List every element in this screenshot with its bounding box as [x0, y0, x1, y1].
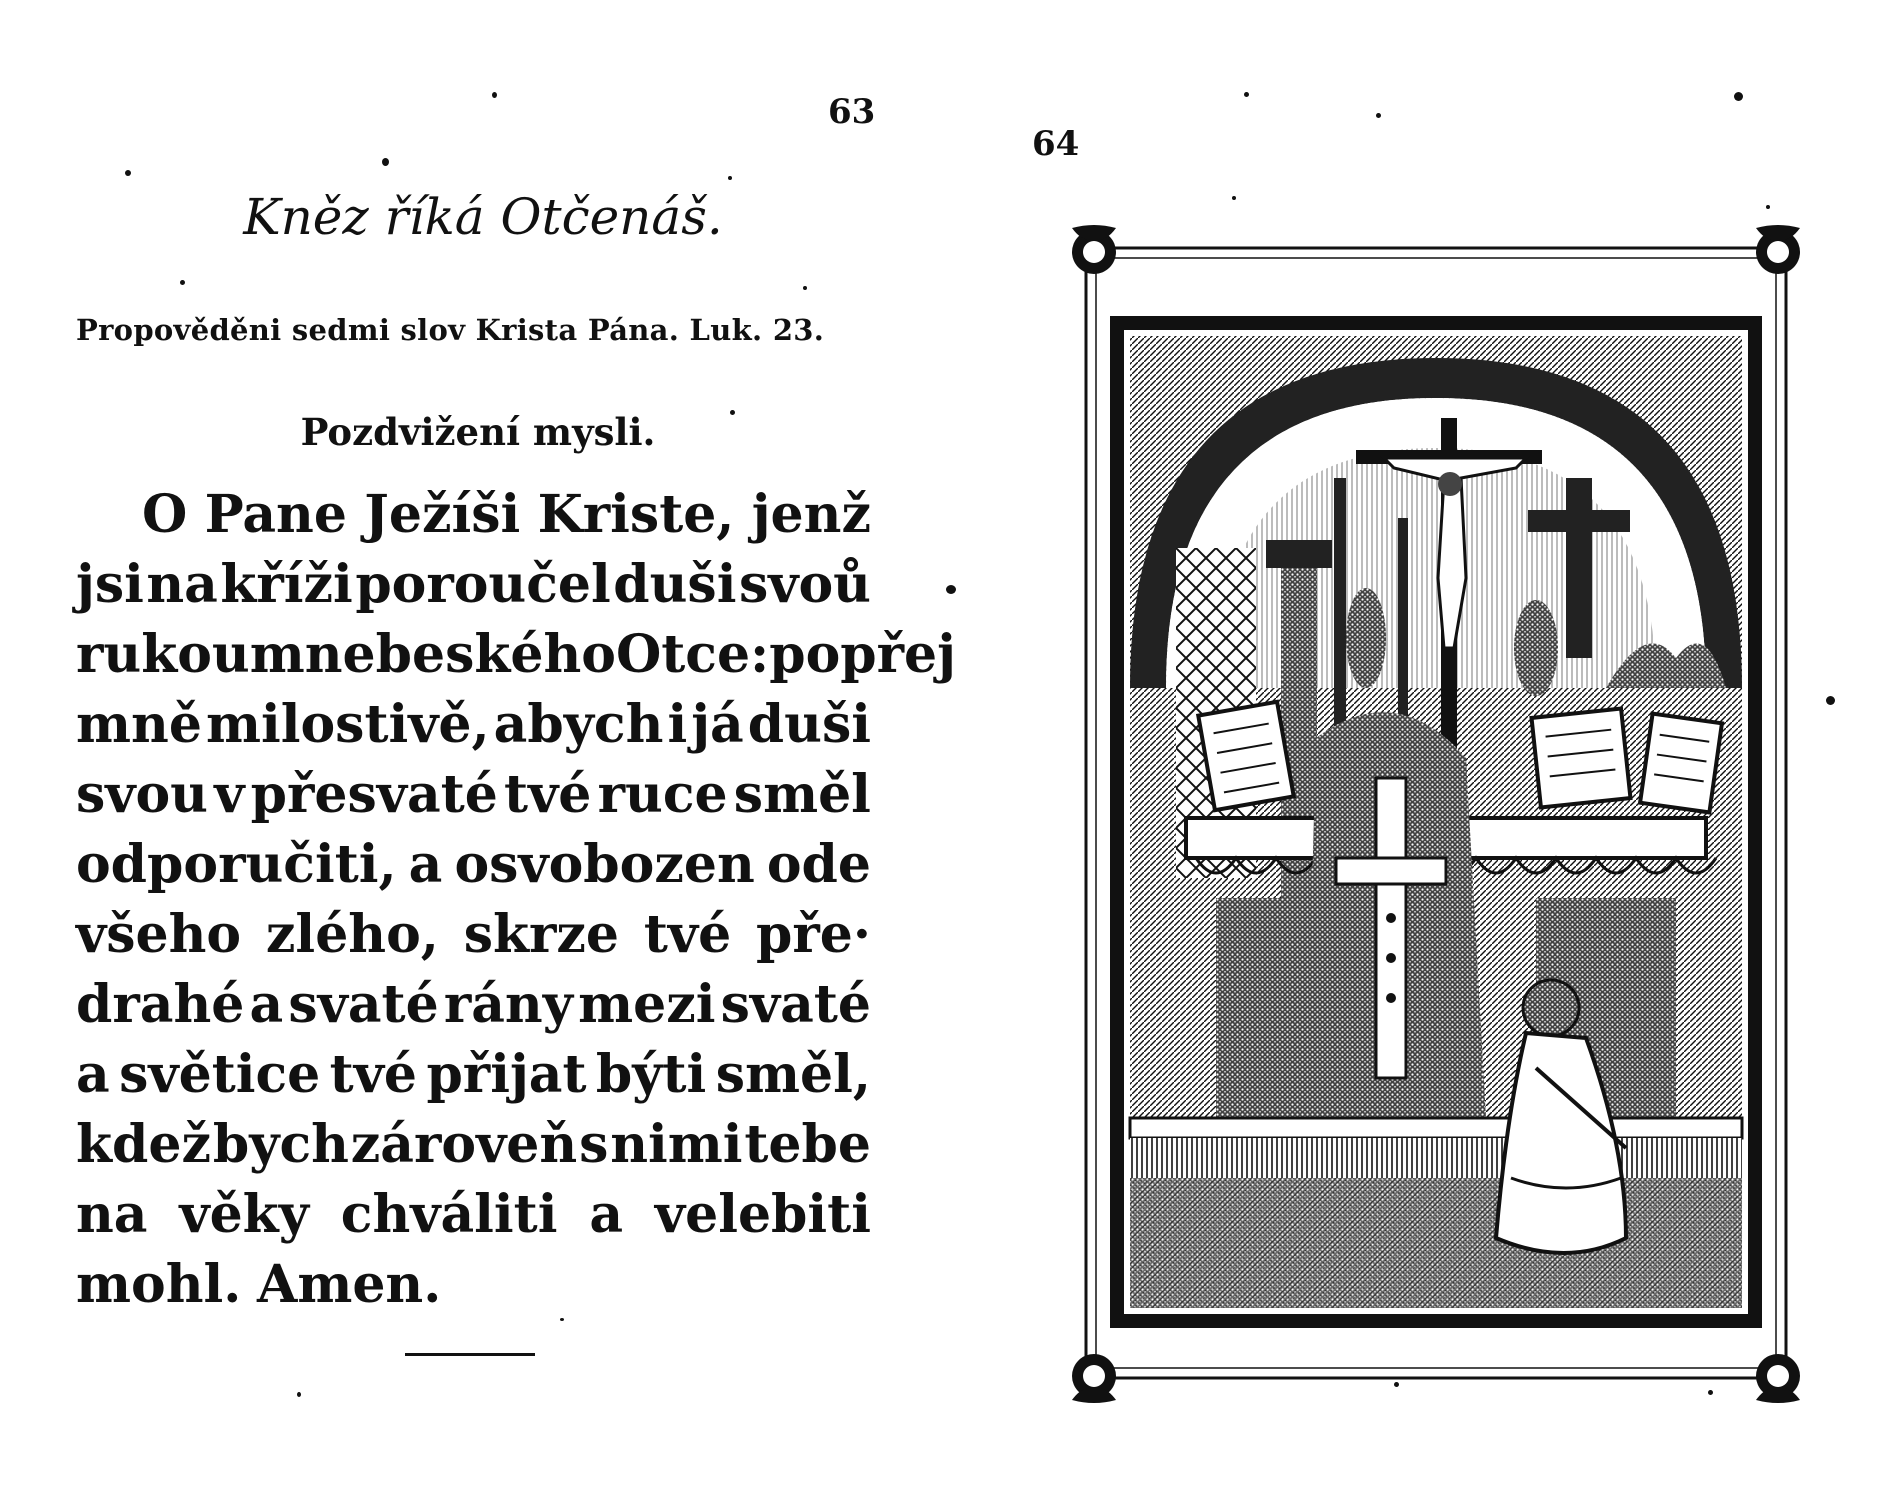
print-speck	[1734, 92, 1743, 101]
prayer-word: rány	[443, 974, 573, 1035]
prayer-word: v	[214, 764, 245, 825]
prayer-word: mezi	[578, 974, 716, 1035]
prayer-line	[76, 480, 871, 550]
print-speck	[1232, 196, 1236, 200]
prayer-word: tvé	[504, 764, 592, 825]
prayer-word: směl	[733, 764, 871, 825]
page-number: 64	[1032, 124, 1080, 164]
corner-ornament-top-right	[1756, 225, 1800, 274]
print-speck	[382, 158, 389, 166]
prayer-word: Ježíši	[364, 484, 521, 545]
prayer-word: zároveň	[350, 1114, 578, 1175]
prayer-word: a	[589, 1184, 624, 1245]
prayer-word: býti	[595, 1044, 707, 1105]
prayer-word: mohl.	[76, 1254, 242, 1315]
prayer-word: O	[142, 484, 188, 545]
subheading: Propověděni sedmi slov Krista Pána. Luk. 23.	[76, 313, 825, 347]
prayer-word: osvobozen	[454, 834, 755, 895]
prayer-word: i	[667, 694, 688, 755]
print-speck	[1766, 205, 1770, 209]
prayer-word: a	[249, 974, 284, 1035]
print-speck	[728, 176, 732, 180]
prayer-word: ruce	[597, 764, 728, 825]
prayer-word: svaté	[288, 974, 439, 1035]
print-speck	[125, 170, 131, 176]
prayer-word: na	[146, 554, 218, 615]
altar-book-right	[1640, 714, 1722, 813]
prayer-text	[76, 480, 956, 1320]
altar-book-left	[1198, 702, 1293, 810]
prayer-word: milostivě,	[205, 694, 490, 755]
prayer-word: pře·	[756, 904, 871, 965]
prayer-word: abych	[493, 694, 664, 755]
prayer-line	[76, 1110, 871, 1180]
prayer-line	[76, 1040, 871, 1110]
print-speck	[297, 1392, 301, 1397]
prayer-word: rukoum	[76, 624, 305, 685]
priest	[1306, 712, 1486, 1148]
prayer-word: Amen.	[256, 1254, 442, 1315]
print-speck	[1244, 92, 1249, 97]
prayer-word: a	[76, 1044, 110, 1105]
corner-ornament-bottom-left	[1072, 1354, 1116, 1403]
prayer-line	[76, 970, 871, 1040]
corner-ornament-bottom-right	[1756, 1354, 1800, 1403]
prayer-word: Pane	[204, 484, 347, 545]
section-title: Pozdvižení mysli.	[300, 410, 656, 454]
chapter-heading: Kněz říká Otčenáš.	[243, 188, 723, 246]
print-speck	[1376, 113, 1381, 118]
prayer-line	[76, 830, 871, 900]
print-speck	[730, 410, 735, 415]
prayer-word: duši	[613, 554, 737, 615]
prayer-word: ode	[766, 834, 871, 895]
prayer-word: nebeského	[304, 624, 616, 685]
print-speck	[492, 92, 497, 98]
prayer-word: jsi	[76, 554, 144, 615]
prayer-word: skrze	[463, 904, 620, 965]
prayer-word: popřej	[769, 624, 956, 685]
prayer-word: nimi	[610, 1114, 743, 1175]
prayer-line	[76, 900, 871, 970]
prayer-word: duši	[747, 694, 871, 755]
page-number: 63	[828, 92, 876, 132]
prayer-word: Kriste,	[537, 484, 735, 545]
prayer-word: já	[691, 694, 744, 755]
prayer-word: směl,	[715, 1044, 871, 1105]
prayer-word: zlého,	[265, 904, 439, 965]
prayer-word: s	[579, 1114, 609, 1175]
prayer-word: mně	[76, 694, 202, 755]
prayer-word: přesvaté	[250, 764, 498, 825]
prayer-word: drahé	[76, 974, 245, 1035]
prayer-word: tebe	[744, 1114, 871, 1175]
prayer-word: všeho	[76, 904, 242, 965]
print-speck	[180, 280, 185, 285]
prayer-line	[76, 620, 956, 690]
print-speck	[560, 1318, 564, 1321]
prayer-line	[76, 550, 871, 620]
print-speck	[803, 286, 807, 290]
prayer-line	[76, 690, 871, 760]
prayer-word: svou	[76, 764, 208, 825]
prayer-word: kříži	[220, 554, 353, 615]
prayer-word: poroučel	[355, 554, 611, 615]
prayer-word: kdež	[76, 1114, 212, 1175]
corner-ornament-top-left	[1072, 225, 1116, 274]
prayer-word: na	[76, 1184, 148, 1245]
print-speck	[1708, 1390, 1713, 1395]
prayer-word: tvé	[329, 1044, 417, 1105]
prayer-word: velebiti	[654, 1184, 871, 1245]
prayer-word: chváliti	[340, 1184, 558, 1245]
right-page	[946, 0, 1892, 1500]
prayer-word: svoů	[738, 554, 871, 615]
engraving-illustration	[1066, 218, 1806, 1418]
prayer-line	[76, 760, 871, 830]
prayer-line	[76, 1180, 871, 1250]
prayer-word: světice	[119, 1044, 321, 1105]
prayer-word: Otce	[615, 624, 751, 685]
prayer-word: přijat	[426, 1044, 587, 1105]
print-speck	[946, 585, 956, 594]
end-rule	[405, 1353, 535, 1356]
prayer-line	[76, 1250, 871, 1320]
print-speck	[1394, 1382, 1399, 1387]
prayer-word: odporučiti,	[76, 834, 397, 895]
prayer-word: tvé	[643, 904, 732, 965]
prayer-word: jenž	[751, 484, 871, 545]
prayer-word: :	[750, 624, 770, 685]
altar-steps	[1130, 1178, 1742, 1308]
prayer-word: bych	[212, 1114, 349, 1175]
altar-book-center	[1532, 709, 1631, 808]
print-speck	[1826, 696, 1835, 705]
prayer-word: a	[408, 834, 443, 895]
prayer-word: svaté	[720, 974, 871, 1035]
prayer-word: věky	[179, 1184, 309, 1245]
